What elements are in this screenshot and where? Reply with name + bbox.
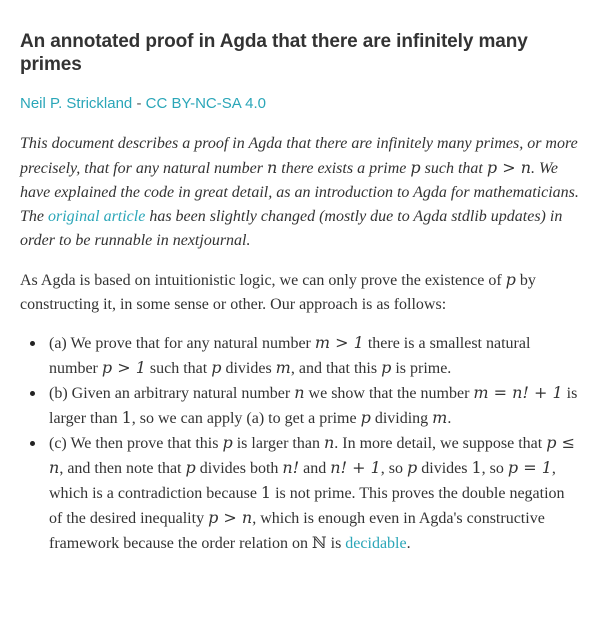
step-text: is	[326, 535, 346, 552]
step-text: divides	[417, 460, 472, 477]
document	[20, 30, 580, 556]
step-text: , which is enough even in Agda's constructive framework because the order relation on	[49, 510, 545, 552]
step-text: there is a smallest natural number	[49, 335, 531, 377]
intro-text: has been slightly changed (mostly due to Agda stdlib updates) in order to be runnable in nextjournal.	[20, 208, 563, 249]
approach-paragraph	[20, 268, 580, 317]
math-expression: p	[381, 358, 392, 377]
step-text: .	[447, 410, 452, 427]
math-expression: p > n	[208, 508, 253, 527]
math-expression: 1	[260, 483, 272, 502]
math-expression: p	[360, 408, 371, 427]
math-expression: p	[407, 458, 418, 477]
math-expression: m = n! + 1	[473, 383, 563, 402]
step-text: , and then note that	[59, 460, 186, 477]
steps-list	[20, 331, 580, 556]
intro-text: there exists a prime	[277, 160, 411, 177]
step-text: such that	[145, 360, 212, 377]
step-text: (b) Given an arbitrary natural number	[49, 385, 295, 402]
intro-text: . We have explained the code in great detail, as an introduction to Agda for mathematicians. The	[20, 160, 579, 225]
list-item-step-a	[20, 331, 580, 381]
math-expression: p	[211, 358, 222, 377]
math-expression: m	[432, 408, 448, 427]
step-text: . In more detail, we suppose that	[334, 435, 547, 452]
license-link[interactable]: CC BY-NC-SA 4.0	[145, 95, 266, 112]
step-text: we show that the number	[304, 385, 474, 402]
math-expression: n	[323, 433, 335, 452]
approach-text: As Agda is based on intuitionistic logic, we can only prove the existence of	[20, 272, 506, 289]
original-article-link[interactable]: original article	[48, 208, 146, 225]
intro-paragraph	[20, 132, 580, 253]
math-expression: p ≤ n	[49, 433, 575, 477]
intro-text: This document describes a proof in Agda that there are infinitely many primes, or more precisely, that for any natural number	[20, 135, 578, 177]
math-expression: 1	[471, 458, 482, 477]
step-text: (c) We then prove that this	[49, 435, 223, 452]
step-text: is larger than	[232, 435, 324, 452]
intro-text: such that	[420, 160, 487, 177]
step-text: dividing	[370, 410, 433, 427]
math-naturals-symbol: ℕ	[312, 533, 327, 552]
author-link[interactable]: Neil P. Strickland	[20, 95, 133, 112]
step-text: and	[299, 460, 331, 477]
math-expression: m	[275, 358, 291, 377]
math-expression: p > 1	[101, 358, 146, 377]
byline-separator: -	[132, 95, 146, 112]
list-item-step-b	[20, 381, 580, 431]
math-expression: p	[222, 433, 233, 452]
math-p: p	[505, 270, 516, 289]
step-text: , so we can apply (a) to get a prime	[131, 410, 361, 427]
approach-text: by constructing it, in some sense or other. Our approach is as follows:	[20, 272, 536, 313]
math-expression: 1	[121, 408, 132, 427]
math-inequality: p > n	[486, 158, 531, 177]
math-expression: p = 1	[507, 458, 552, 477]
decidable-link[interactable]: decidable	[345, 535, 407, 552]
byline	[20, 94, 580, 114]
step-text: , which is a contradiction because	[49, 460, 556, 502]
step-text: , and that this	[290, 360, 382, 377]
page-title: An annotated proof in Agda that there are infinitely many primes	[20, 31, 528, 75]
step-text: is prime.	[391, 360, 452, 377]
step-text: is not prime. This proves the double negation of the desired inequality	[49, 485, 565, 527]
step-text: is larger than	[49, 385, 578, 427]
step-text: (a) We prove that for any natural number	[49, 335, 315, 352]
step-text: divides both	[195, 460, 283, 477]
math-expression: m > 1	[314, 333, 364, 352]
step-text: divides	[221, 360, 276, 377]
math-p: p	[410, 158, 421, 177]
math-expression: p	[185, 458, 196, 477]
step-text: , so	[380, 460, 407, 477]
step-text: .	[406, 535, 411, 552]
math-expression: n!	[282, 458, 300, 477]
math-n: n	[266, 158, 278, 177]
list-item-step-c	[20, 431, 580, 556]
math-expression: n	[294, 383, 305, 402]
math-expression: n! + 1	[330, 458, 381, 477]
step-text: , so	[481, 460, 508, 477]
